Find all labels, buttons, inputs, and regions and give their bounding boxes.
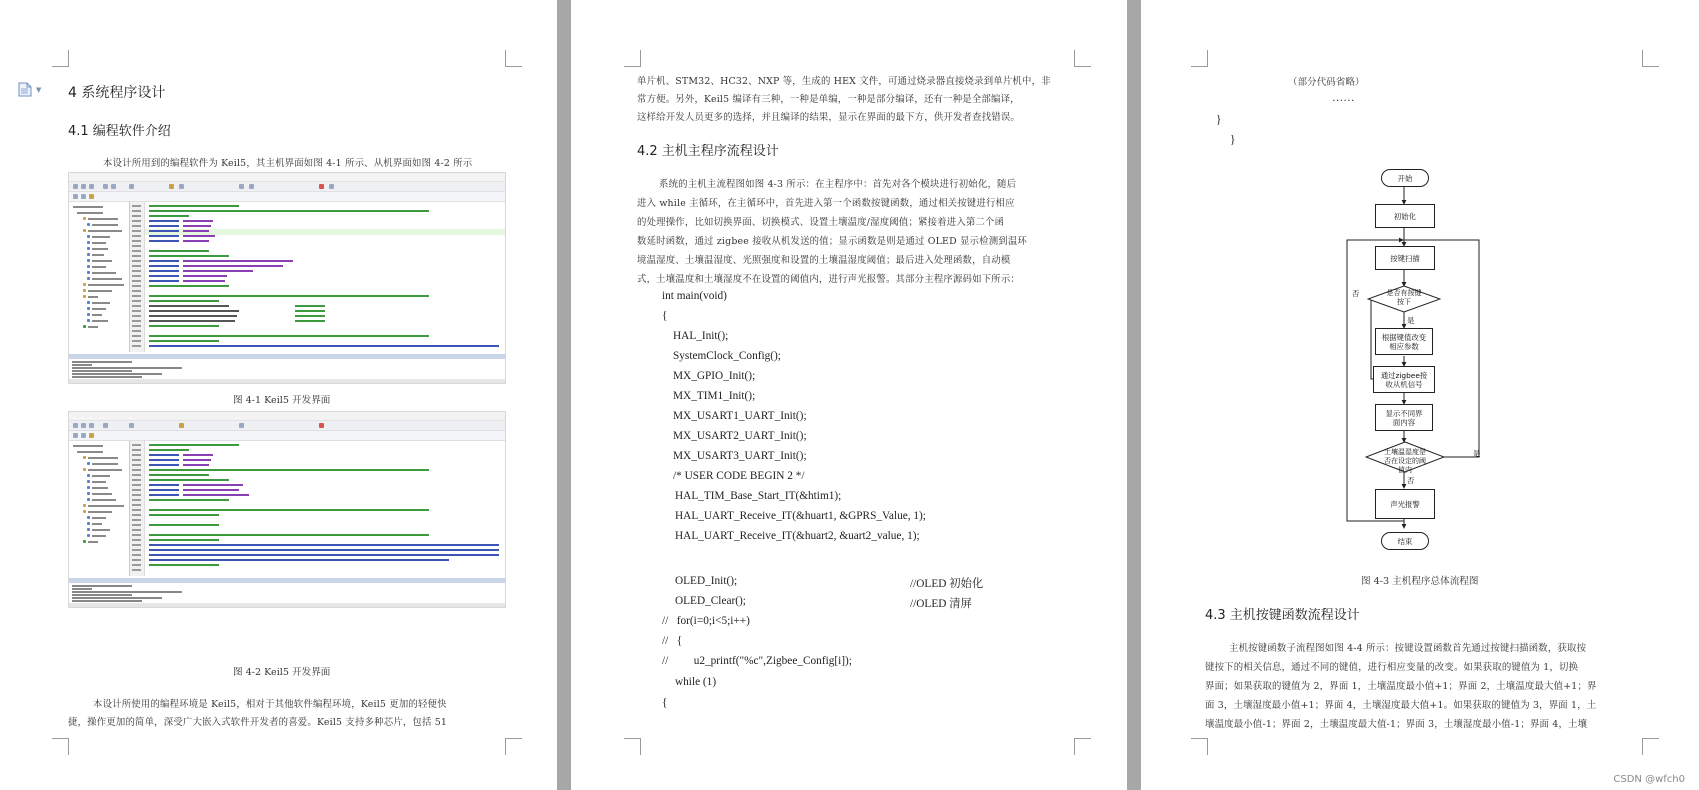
code-comment: //OLED 清屏 — [910, 598, 972, 610]
chevron-down-icon[interactable]: ▼ — [36, 86, 42, 94]
document-page-1 — [0, 0, 557, 790]
code-line: HAL_UART_Receive_IT(&huart1, &GPRS_Value, 1); — [675, 510, 926, 522]
code-line: // u2_printf("%c",Zigbee_Config[i]); — [662, 655, 852, 667]
flow-key-pressed: 是否有按键按下 — [1386, 289, 1422, 306]
document-page-3 — [1141, 0, 1699, 790]
paragraph-line: 式，土壤温度和土壤湿度不在设置的阈值内，进行声光报警。其部分主程序源码如下所示： — [637, 274, 1021, 285]
flow-end: 结束 — [1381, 532, 1429, 550]
code-line: /* USER CODE BEGIN 2 */ — [673, 470, 805, 482]
crop-mark — [1074, 50, 1091, 67]
code-line: { — [662, 697, 668, 709]
paragraph-line: 键按下的相关信息，通过不同的键值，进行相应变量的改变。如果获取的键值为 1，切换 — [1205, 662, 1579, 673]
code-line: …… — [1332, 92, 1355, 104]
code-line: MX_TIM1_Init(); — [673, 390, 756, 402]
section-heading: 4.3 主机按键函数流程设计 — [1205, 608, 1360, 623]
code-line: MX_GPIO_Init(); — [673, 370, 756, 382]
code-line: // { — [662, 635, 683, 647]
paragraph-line: 常方便。另外，Keil5 编译有三种，一种是单编，一种是部分编译，还有一种是全部编译， — [637, 94, 1020, 105]
flow-zigbee-recv: 通过zigbee接收从机信号 — [1373, 366, 1435, 393]
crop-mark — [1191, 738, 1208, 755]
paragraph-line: 进入 while 主循环，在主循环中，首先进入第一个函数按键函数，通过相关按键进行相应 — [637, 198, 1015, 209]
crop-mark — [624, 738, 641, 755]
code-line: // for(i=0;i<5;i++) — [662, 615, 750, 627]
flowchart-connectors — [1141, 0, 1699, 560]
paragraph-line: 单片机、STM32、HC32、NXP 等，生成的 HEX 文件，可通过烧录器直接烧录到单片机中，非 — [637, 76, 1051, 87]
flow-label-yes: 是 — [1473, 449, 1481, 458]
flow-label-no: 否 — [1352, 289, 1360, 298]
flow-key-scan: 按键扫描 — [1375, 246, 1435, 270]
keil5-screenshot-2 — [68, 411, 506, 608]
watermark: CSDN @wfch0 — [1613, 774, 1685, 785]
flow-init: 初始化 — [1375, 204, 1435, 228]
flow-threshold: 土壤温湿度是否在设定的阈值内 — [1384, 448, 1426, 474]
paragraph-line: 主机按键函数子流程图如图 4-4 所示：按键设置函数首先通过按键扫描函数，获取按 — [1229, 643, 1587, 654]
code-line: MX_USART2_UART_Init(); — [673, 430, 807, 442]
flow-start: 开始 — [1381, 169, 1429, 187]
code-comment: //OLED 初始化 — [910, 578, 984, 590]
flow-process-key: 根据键值改变相应参数 — [1375, 328, 1433, 355]
keil5-screenshot-1 — [68, 172, 506, 384]
section-heading: 4.1 编程软件介绍 — [68, 124, 171, 139]
crop-mark — [1074, 738, 1091, 755]
crop-mark — [624, 50, 641, 67]
paragraph-line: 系统的主机主流程图如图 4-3 所示：在主程序中：首先对各个模块进行初始化，随后 — [659, 179, 1017, 190]
flow-label-no: 否 — [1407, 476, 1415, 485]
crop-mark — [1642, 738, 1659, 755]
code-line: OLED_Clear(); — [675, 595, 746, 607]
code-line: MX_USART1_UART_Init(); — [673, 410, 807, 422]
crop-mark — [505, 738, 522, 755]
crop-mark — [52, 738, 69, 755]
code-line: OLED_Init(); — [675, 575, 738, 587]
paragraph-line: 本设计所使用的编程环境是 Keil5，相对于其他软件编程环境，Keil5 更加的轻便快 — [93, 699, 447, 710]
code-line: } — [1216, 114, 1222, 126]
code-line: { — [662, 310, 668, 322]
figure-caption: 图 4-1 Keil5 开发界面 — [233, 395, 331, 406]
section-heading: 4.2 主机主程序流程设计 — [637, 144, 779, 159]
crop-mark — [52, 50, 69, 67]
document-outline-icon[interactable] — [18, 82, 32, 97]
paragraph-line: 捷，操作更加的简单，深受广大嵌入式软件开发者的喜爱。Keil5 支持多种芯片，包括 51 — [68, 717, 448, 728]
flow-display: 显示不同界面内容 — [1375, 404, 1433, 431]
intro-text: 本设计所用到的编程软件为 Keil5，其主机界面如图 4-1 所示、从机界面如图 4-2 所示 — [103, 158, 473, 169]
paragraph-line: 的处理操作，比如切换界面、切换模式、设置土壤温度/湿度阈值；紧接着进入第二个函 — [637, 217, 1005, 228]
code-line: HAL_UART_Receive_IT(&huart2, &uart2_value, 1); — [675, 530, 920, 542]
code-line: while (1) — [675, 676, 717, 688]
paragraph-line: 数延时函数，通过 zigbee 接收从机发送的值；显示函数是则是通过 OLED 显示检测到温环 — [637, 236, 1028, 247]
paragraph-line: 境温湿度、土壤温湿度、光照强度和设置的土壤温湿度阈值；最后进入处理函数，自动模 — [637, 255, 1011, 266]
paragraph-line: 界面；如果获取的键值为 2，界面 1，土壤温度最小值+1；界面 2，土壤温度最大值+1；界 — [1205, 681, 1597, 692]
code-line: } — [1230, 134, 1236, 146]
code-line: HAL_Init(); — [673, 330, 729, 342]
code-line: int main(void) — [662, 290, 727, 302]
figure-caption: 图 4-3 主机程序总体流程图 — [1361, 576, 1479, 587]
crop-mark — [505, 50, 522, 67]
code-line: SystemClock_Config(); — [673, 350, 781, 362]
code-line: MX_USART3_UART_Init(); — [673, 450, 807, 462]
code-line: （部分代码省略） — [1288, 77, 1365, 88]
document-page-2 — [571, 0, 1127, 790]
paragraph-line: 面 3，土壤湿度最小值+1；界面 4，土壤湿度最大值+1。如果获取的键值为 3，界面 1，土 — [1205, 700, 1597, 711]
flow-alarm: 声光报警 — [1375, 489, 1435, 519]
chapter-heading: 4 系统程序设计 — [68, 85, 166, 101]
code-line: HAL_TIM_Base_Start_IT(&htim1); — [675, 490, 842, 502]
paragraph-line: 这样给开发人员更多的选择，并且编译的结果，显示在界面的最下方，供开发者查找错误。 — [637, 112, 1021, 123]
figure-caption: 图 4-2 Keil5 开发界面 — [233, 667, 331, 678]
flow-label-yes: 是 — [1407, 316, 1415, 325]
paragraph-line: 壤温度最小值-1；界面 2，土壤温度最大值-1；界面 3，土壤湿度最小值-1；界面 4，土壤 — [1205, 719, 1588, 730]
